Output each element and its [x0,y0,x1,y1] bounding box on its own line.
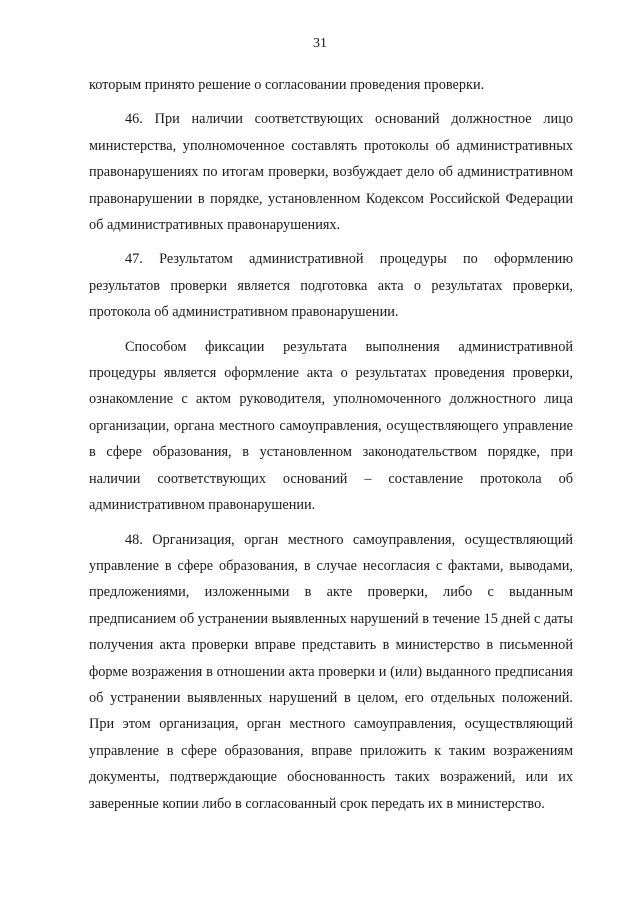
paragraph-continuation: которым принято решение о согласовании проведения проверки. [89,77,485,93]
paragraph-48: 48. Организация, орган местного самоуправления, осуществляющий управление в сфере образования, в случае несогласия с фактами, выводами, предложениями, изложенными в акте проверки, либо с выданным предписанием об устранении выявленных нарушений в течение 15 дней с даты получения акта проверки вправе представить в министерство в письменной форме возражения в отношении акта проверки и (или) выданного предписания об устранении выявленных нарушений в целом, его отдельных положений. При этом организация, орган местного самоуправления, осуществляющий управление в сфере образования, вправе приложить к таким возражениям документы, подтверждающие обоснованность таких возражений, или их заверенные копии либо в согласованный срок передать их в министерство. [89,531,573,812]
paragraph-47: 47. Результатом административной процедуры по оформлению результатов проверки является подготовка акта о результатах проверки, протокола об административном правонарушении. [89,251,573,321]
document-body [89,72,573,817]
paragraph-46: 46. При наличии соответствующих оснований должностное лицо министерства, уполномоченное составлять протоколы об административных правонарушениях по итогам проверки, возбуждает дело об административном правонарушении в порядке, установленном Кодексом Российской Федерации об административных правонарушениях. [89,111,573,234]
page-number: 31 [313,36,327,51]
paragraph-fixation-method: Способом фиксации результата выполнения административной процедуры является оформление акта о результатах проведения проверки, ознакомление с актом руководителя, уполномоченного должностного лица организации, органа местного самоуправления, осуществляющего управление в сфере образования, в установленном законодательством порядке, при наличии соответствующих оснований – составление протокола об административном правонарушении. [89,338,573,514]
